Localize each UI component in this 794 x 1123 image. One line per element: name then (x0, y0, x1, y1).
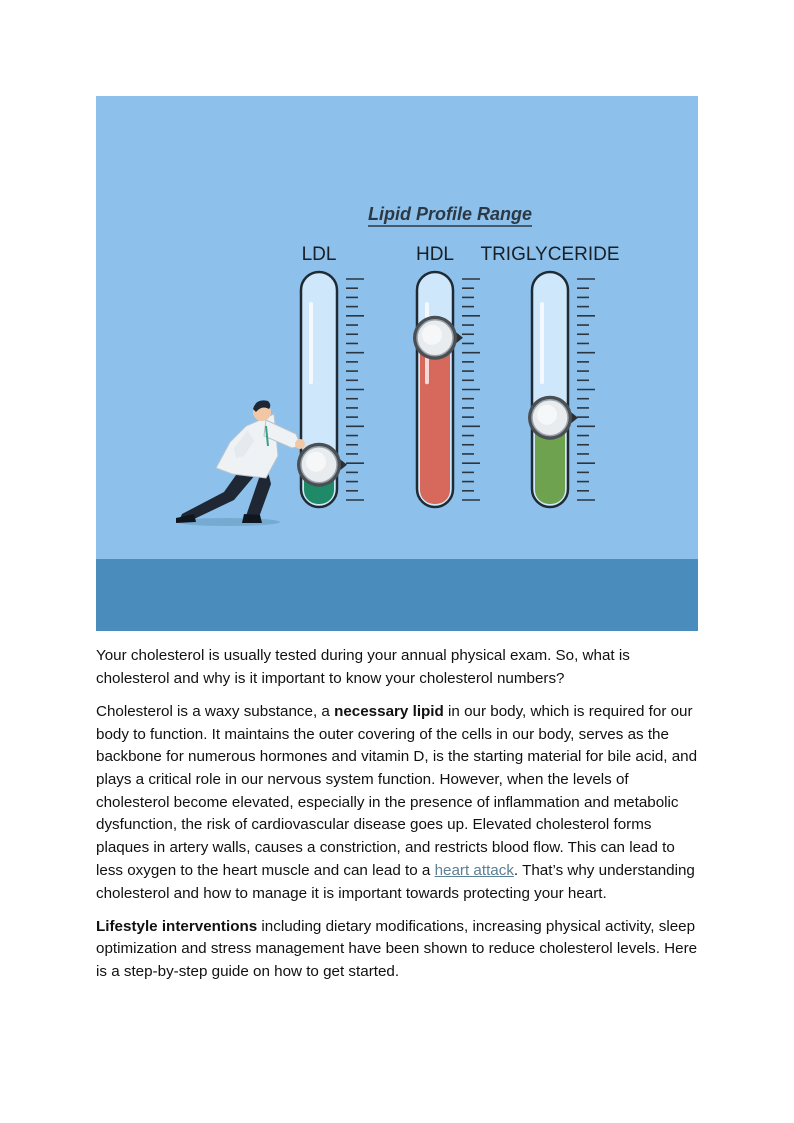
cholesterol-paragraph (96, 701, 702, 905)
floor-band (96, 559, 698, 631)
cholesterol-text-2: in our body, which is required for our body to function. It maintains the outer covering of the cells in our body, serves as the backbone for numerous hormones and vitamin D, is the starting material for bile acid, and plays a critical role in our nervous system function. However, when the levels of cholesterol become elevated, especially in the presence of inflammation and metabolic dysfunction, the risk of cardiovascular disease goes up. Elevated cholesterol forms plaques in artery walls, causes a constriction, and restricts blood flow. This can lead to less oxygen to the heart muscle and can lead to a (96, 702, 698, 879)
triglyceride-gauge (528, 272, 595, 507)
triglyceride-knob-shine (537, 405, 557, 425)
ldl-highlight (309, 302, 313, 384)
gauge-label-ldl: LDL (301, 244, 337, 265)
hdl-knob-shine (422, 325, 442, 345)
cholesterol-text-3: . That’s why understanding cholesterol and how to manage it is important towards protecting your heart. (96, 861, 695, 902)
hdl-fill (420, 338, 450, 504)
sky-background (96, 96, 698, 559)
lifestyle-text: including dietary modifications, increasing physical activity, sleep optimization and stress management have been shown to reduce cholesterol levels. Here is a step-by-step guide on how to get started. (96, 917, 698, 981)
ldl-gauge (297, 272, 364, 507)
hdl-gauge (413, 272, 480, 507)
triglyceride-highlight (540, 302, 544, 384)
article-body (96, 645, 702, 994)
lifestyle-interventions-emphasis: Lifestyle interventions (96, 917, 258, 935)
ldl-knob-shine (306, 452, 326, 472)
cholesterol-text-1: Cholesterol is a waxy substance, a (96, 702, 335, 720)
gauge-label-triglyceride: TRIGLYCERIDE (480, 244, 620, 265)
gauge-label-hdl: HDL (415, 244, 455, 265)
lifestyle-paragraph (96, 916, 702, 984)
heart-attack-link[interactable]: heart attack (434, 861, 514, 879)
intro-paragraph: Your cholesterol is usually tested during your annual physical exam. So, what is cholesterol and why is it important to know your cholesterol numbers? (96, 647, 630, 687)
figure-title: Lipid Profile Range (367, 204, 533, 224)
lipid-profile-illustration (96, 96, 698, 631)
necessary-lipid-emphasis: necessary lipid (334, 702, 444, 720)
